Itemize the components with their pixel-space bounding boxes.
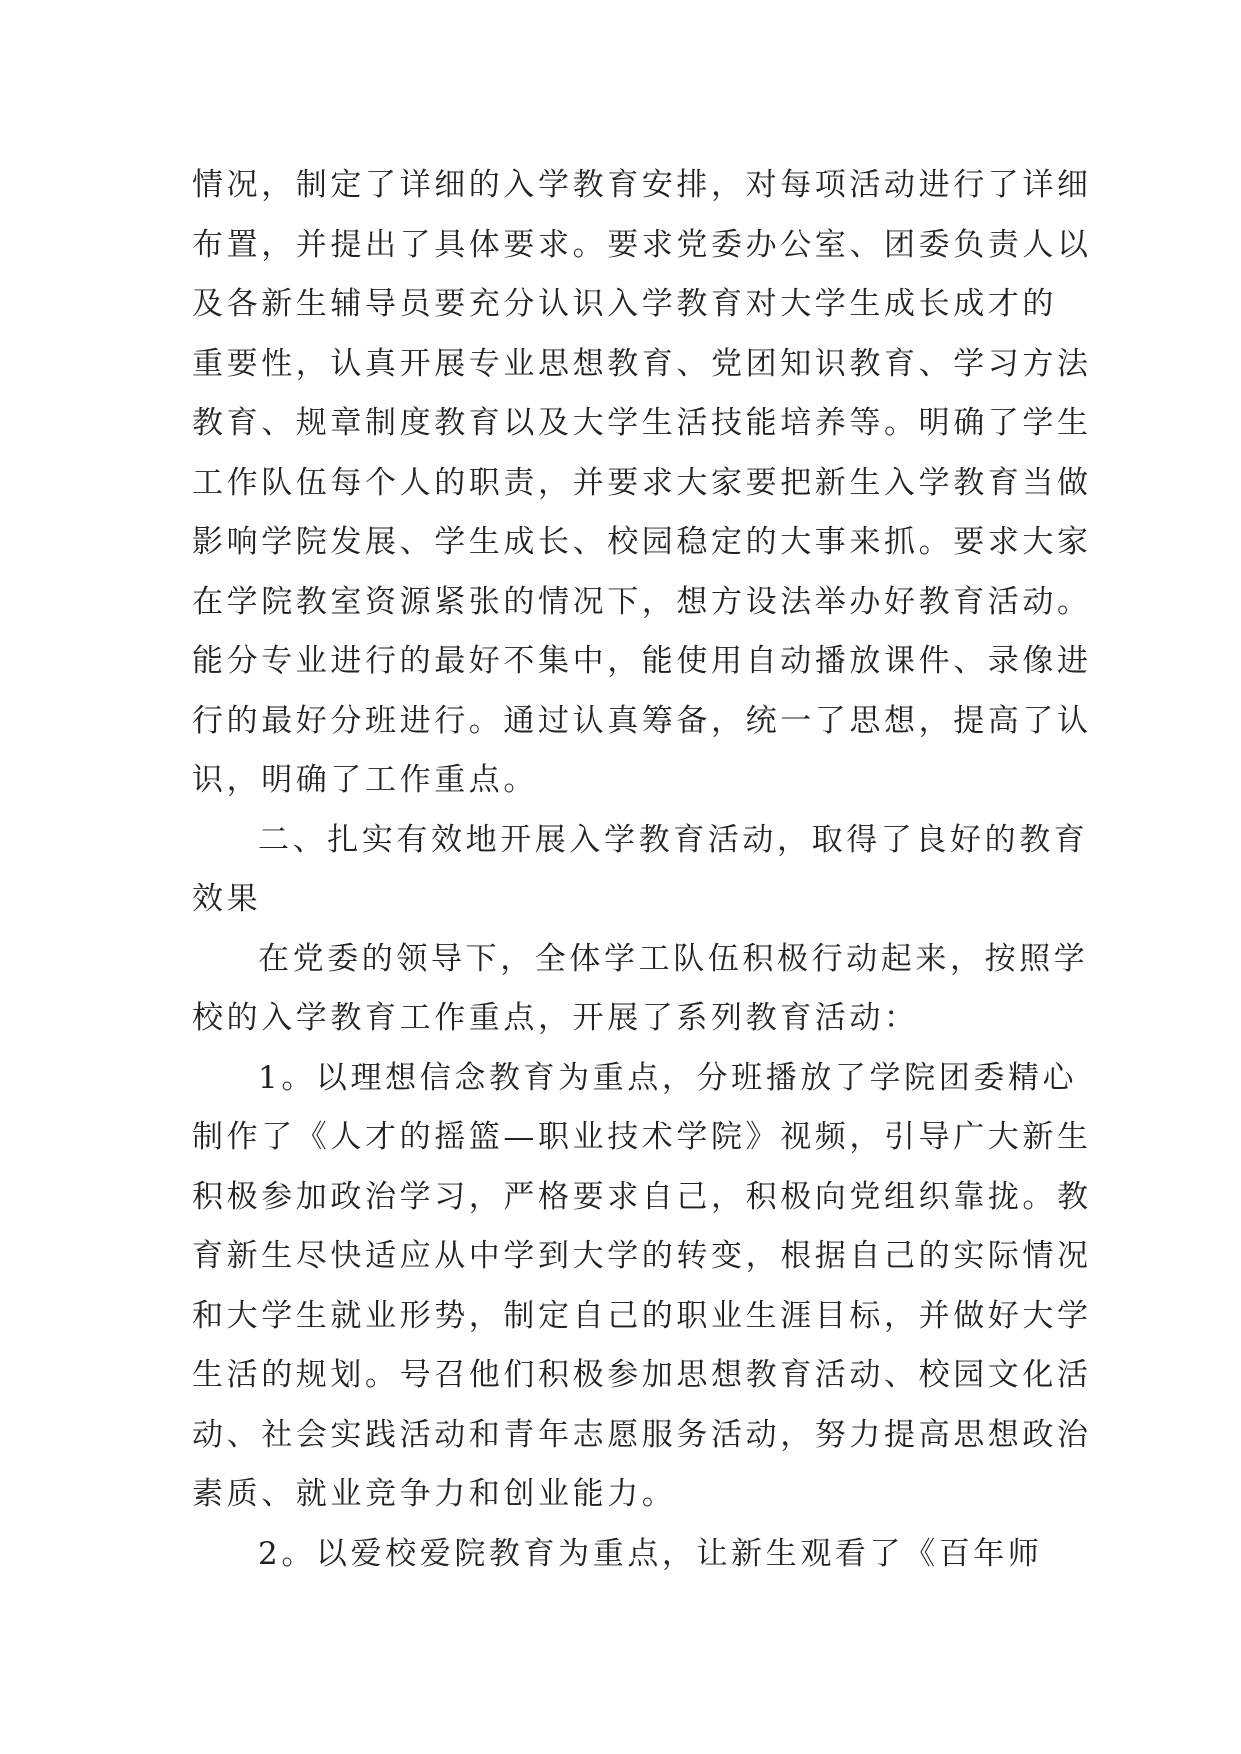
text-line: 校的入学教育工作重点，开展了系列教育活动： [192, 1000, 919, 1036]
text-line: 情况，制定了详细的入学教育安排，对每项活动进行了详细 [192, 167, 1092, 203]
text-line: 能分专业进行的最好不集中，能使用自动播放课件、录像进 [192, 643, 1092, 679]
text-line: 效果 [192, 881, 262, 917]
text-line: 及各新生辅导员要充分认识入学教育对大学生成长成才的 [192, 286, 1057, 322]
text-line: 识，明确了工作重点。 [192, 762, 538, 798]
document-body [192, 156, 1092, 1584]
text-line: 动、社会实践活动和青年志愿服务活动，努力提高思想政治 [192, 1416, 1092, 1453]
paragraph-first-line: 在党委的领导下，全体学工队伍积极行动起来，按照学 [258, 940, 1089, 977]
paragraph-first-line: 2。以爱校爱院教育为重点，让新生观看了《百年师 [258, 1535, 1043, 1572]
text-line: 和大学生就业形势，制定自己的职业生涯目标，并做好大学 [192, 1297, 1092, 1334]
text-line: 工作队伍每个人的职责，并要求大家要把新生入学教育当做 [192, 464, 1092, 501]
text-line: 布置，并提出了具体要求。要求党委办公室、团委负责人以 [192, 226, 1092, 263]
text-line: 素质、就业竞争力和创业能力。 [192, 1476, 677, 1512]
text-line: 在学院教室资源紧张的情况下，想方设法举办好教育活动。 [192, 583, 1092, 620]
text-line: 积极参加政治学习，严格要求自己，积极向党组织靠拢。教 [192, 1178, 1092, 1215]
text-line: 制作了《人才的摇篮—职业技术学院》视频，引导广大新生 [192, 1119, 1092, 1155]
paragraph-first-line: 1。以理想信念教育为重点，分班播放了学院团委精心 [258, 1059, 1078, 1096]
text-line: 影响学院发展、学生成长、校园稳定的大事来抓。要求大家 [192, 524, 1092, 560]
text-line: 教育、规章制度教育以及大学生活技能培养等。明确了学生 [192, 405, 1092, 441]
paragraph-first-line: 二、扎实有效地开展入学教育活动，取得了良好的教育 [258, 821, 1089, 858]
text-line: 行的最好分班进行。通过认真筹备，统一了思想，提高了认 [192, 702, 1092, 739]
text-line: 生活的规划。号召他们积极参加思想教育活动、校园文化活 [192, 1357, 1092, 1393]
text-line: 育新生尽快适应从中学到大学的转变，根据自己的实际情况 [192, 1238, 1092, 1274]
text-line: 重要性，认真开展专业思想教育、党团知识教育、学习方法 [192, 345, 1092, 382]
